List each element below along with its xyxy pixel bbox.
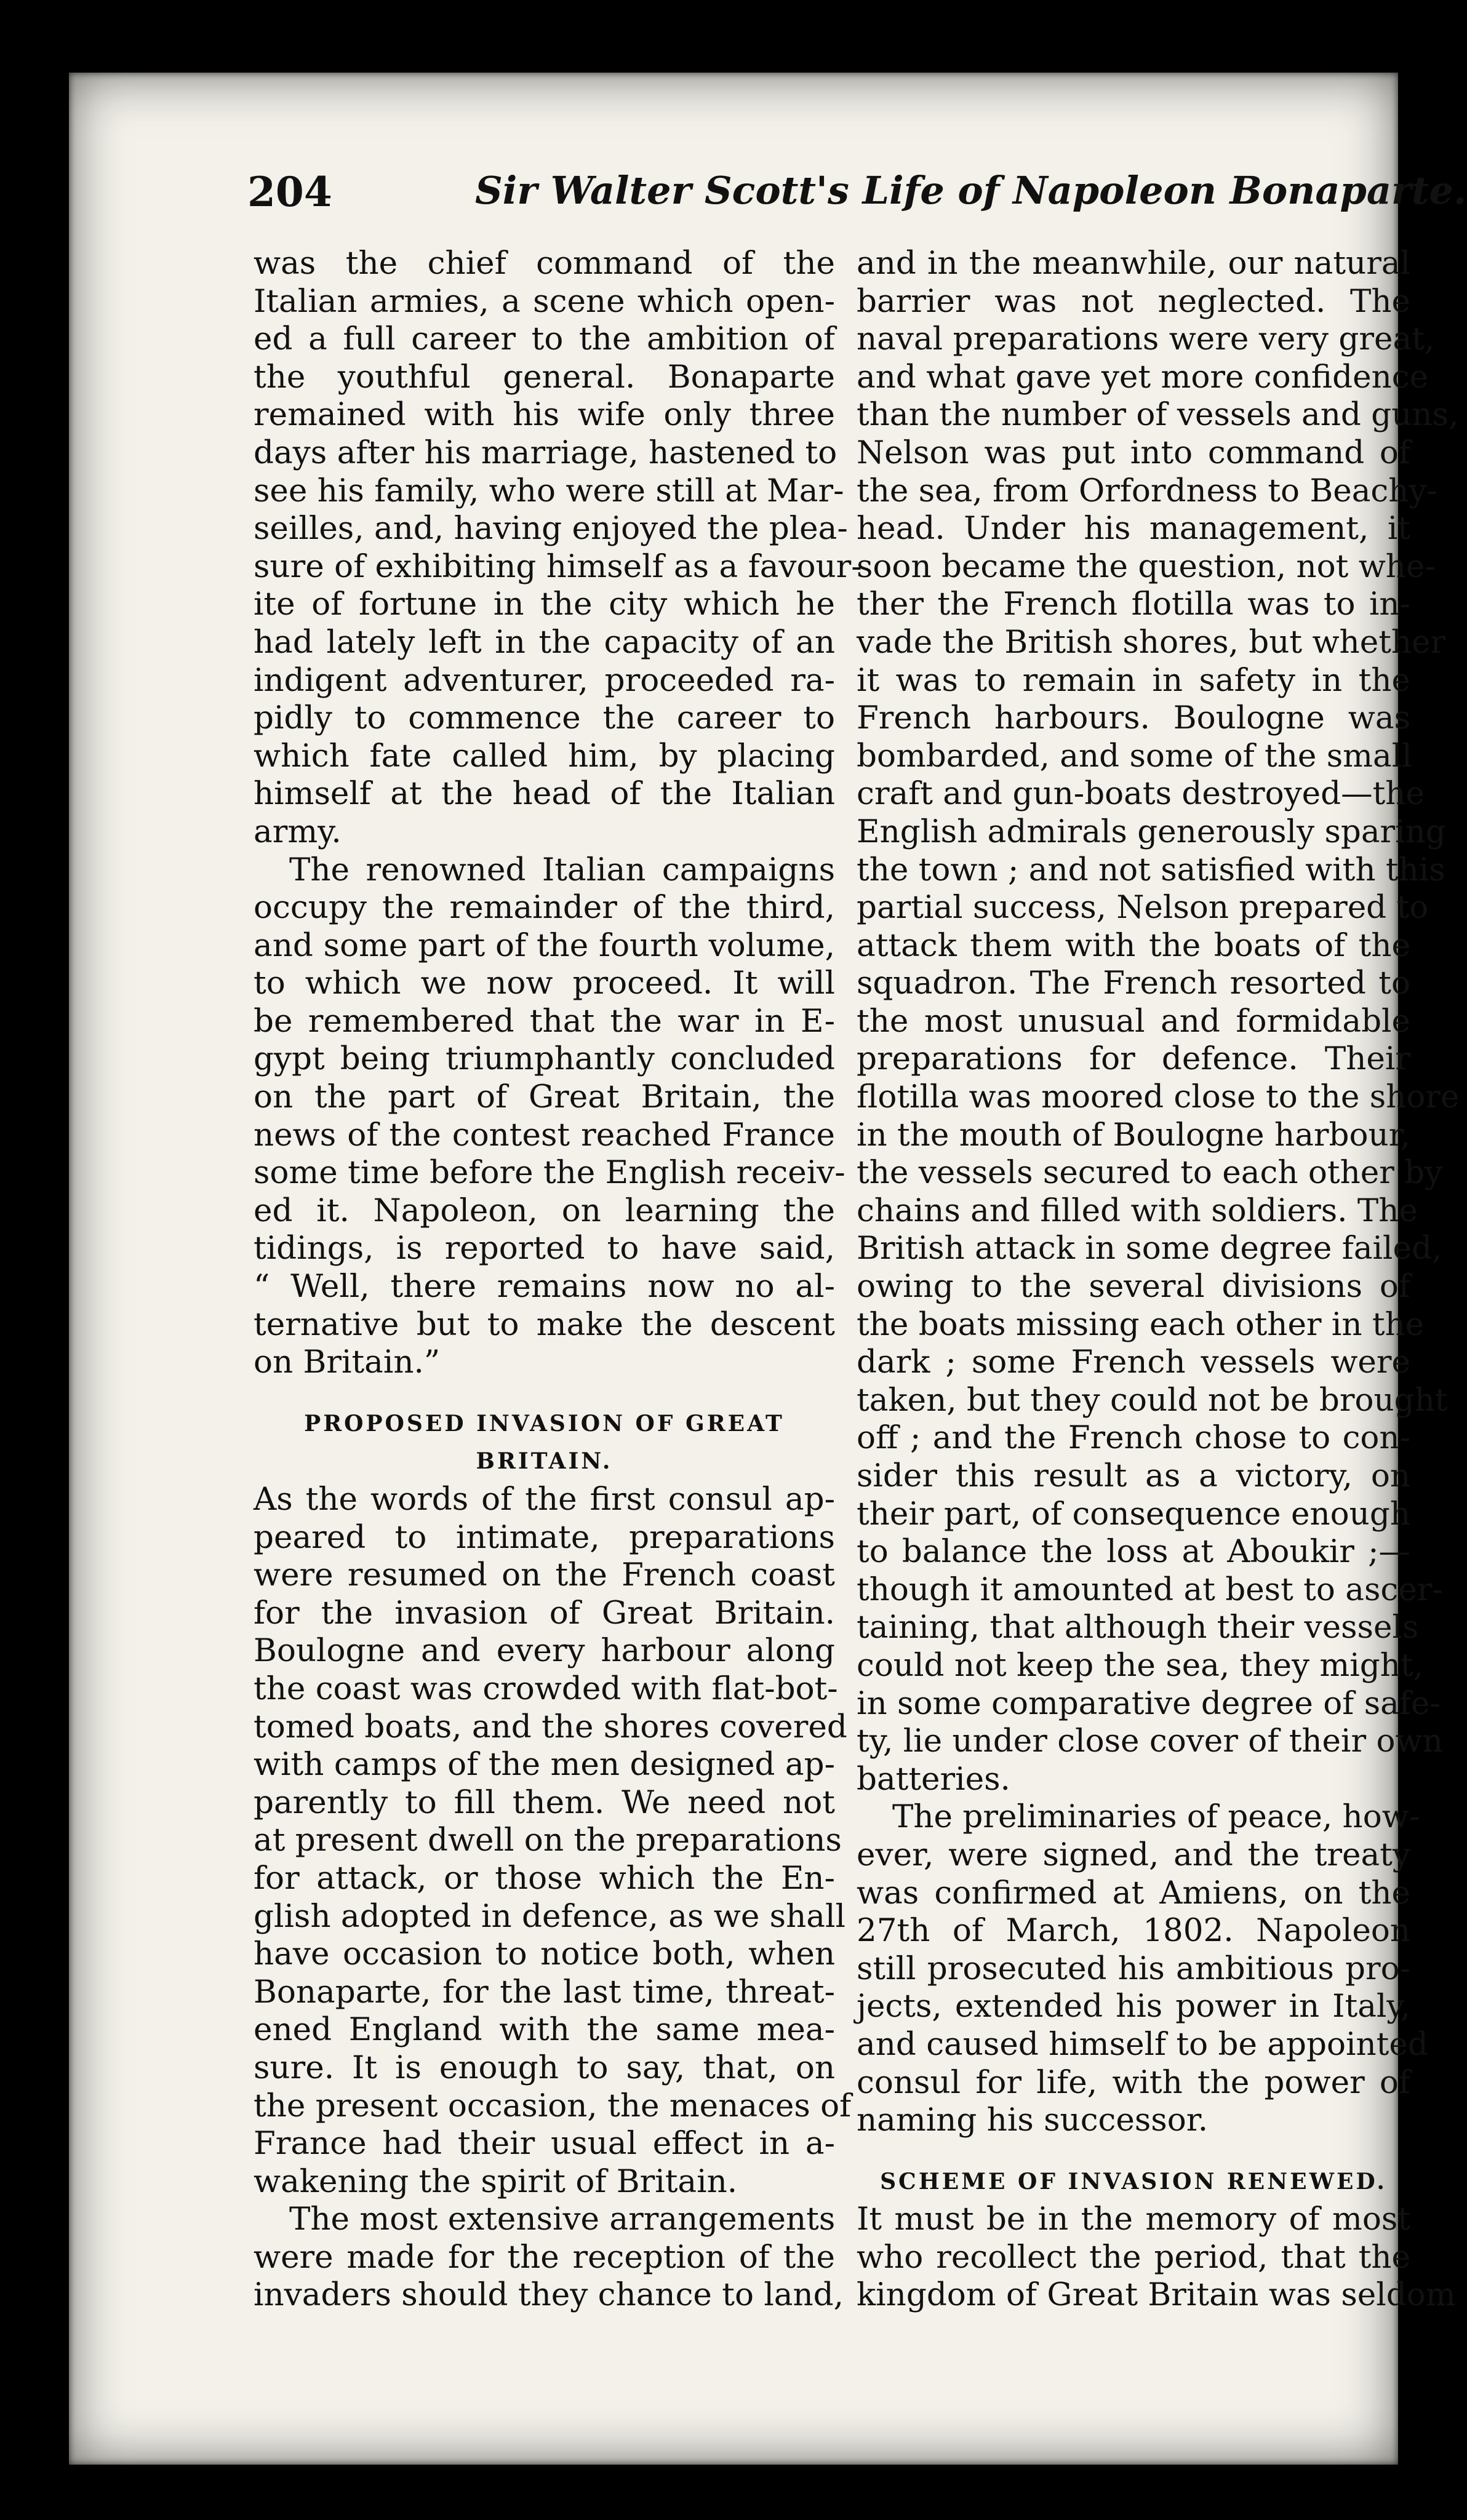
text-line: taining, that although their vessels bbox=[857, 1609, 1419, 1646]
text-line: Nelson was put into command of bbox=[857, 434, 1410, 471]
text-line: in some comparative degree of safe- bbox=[857, 1685, 1441, 1722]
text-line: see his family, who were still at Mar- bbox=[254, 472, 844, 509]
text-line: was confirmed at Amiens, on the bbox=[857, 1874, 1410, 1912]
text-line: ed it. Napoleon, on learning the bbox=[254, 1192, 835, 1229]
text-line: kingdom of Great Britain was seldom bbox=[857, 2276, 1456, 2314]
text-line: The most extensive arrangements bbox=[289, 2201, 836, 2238]
text-line: the town ; and not satisfied with this bbox=[857, 851, 1445, 888]
text-line: their part, of consequence enough bbox=[857, 1495, 1410, 1533]
text-line: be remembered that the war in E- bbox=[254, 1002, 835, 1040]
text-line: French harbours. Boulogne was bbox=[857, 700, 1410, 737]
text-line: some time before the English receiv- bbox=[254, 1154, 845, 1192]
text-line: invaders should they chance to land, bbox=[254, 2276, 844, 2314]
text-line: Italian armies, a scene which open- bbox=[254, 282, 835, 320]
text-line: The renowned Italian campaigns bbox=[289, 851, 835, 888]
text-line: ty, lie under close cover of their own bbox=[857, 1723, 1443, 1760]
text-line: occupy the remainder of the third, bbox=[254, 889, 835, 927]
text-line: sider this result as a victory, on bbox=[857, 1457, 1410, 1494]
text-line: and what gave yet more confidence bbox=[857, 358, 1429, 396]
text-line: tidings, is reported to have said, bbox=[254, 1230, 835, 1267]
text-line: gypt being triumphantly concluded bbox=[254, 1040, 835, 1078]
text-line: were made for the reception of the bbox=[254, 2238, 835, 2276]
text-line: the sea, from Orfordness to Beachy- bbox=[857, 472, 1437, 509]
text-line: the most unusual and formidable bbox=[857, 1002, 1410, 1040]
text-line: sure. It is enough to say, that, on bbox=[254, 2049, 835, 2086]
text-line: with camps of the men designed ap- bbox=[254, 1746, 835, 1784]
text-line: the boats missing each other in the bbox=[857, 1306, 1425, 1343]
text-line: the present occasion, the menaces of bbox=[254, 2087, 852, 2124]
text-line: for the invasion of Great Britain. bbox=[254, 1594, 835, 1632]
text-line: and in the meanwhile, our natural bbox=[857, 245, 1410, 282]
text-line: sure of exhibiting himself as a favour- bbox=[254, 548, 862, 585]
text-line: jects, extended his power in Italy, bbox=[857, 1988, 1410, 2025]
text-line: owing to the several divisions of bbox=[857, 1268, 1410, 1306]
text-line: 27th of March, 1802. Napoleon bbox=[857, 1912, 1410, 1950]
section-heading: PROPOSED INVASION OF GREAT bbox=[304, 1410, 785, 1437]
text-line: dark ; some French vessels were bbox=[857, 1344, 1410, 1381]
text-line: army. bbox=[254, 813, 342, 850]
text-line: naval preparations were very great, bbox=[857, 321, 1435, 358]
text-line: have occasion to notice both, when bbox=[254, 1936, 835, 1973]
text-line: to balance the loss at Aboukir ;— bbox=[857, 1533, 1410, 1571]
text-line: soon became the question, not whe- bbox=[857, 548, 1436, 585]
text-line: It must be in the memory of most bbox=[857, 2201, 1410, 2238]
text-line: ed a full career to the ambition of bbox=[254, 321, 835, 358]
text-line: batteries. bbox=[857, 1760, 1010, 1798]
text-line: wakening the spirit of Britain. bbox=[254, 2163, 738, 2200]
text-line: which fate called him, by placing bbox=[254, 737, 835, 775]
text-line: though it amounted at best to ascer- bbox=[857, 1571, 1443, 1608]
text-line: himself at the head of the Italian bbox=[254, 775, 835, 813]
page-header bbox=[247, 168, 1467, 236]
text-line: attack them with the boats of the bbox=[857, 927, 1410, 964]
text-line: in the mouth of Boulogne harbour, bbox=[857, 1116, 1410, 1154]
text-line: ever, were signed, and the treaty bbox=[857, 1836, 1410, 1873]
text-line: France had their usual effect in a- bbox=[254, 2125, 835, 2163]
text-line: parently to fill them. We need not bbox=[254, 1784, 835, 1821]
text-line: on the part of Great Britain, the bbox=[254, 1079, 835, 1116]
text-line: still prosecuted his ambitious pro- bbox=[857, 1950, 1410, 1987]
text-line: barrier was not neglected. The bbox=[857, 282, 1410, 320]
text-line: vade the British shores, but whether bbox=[857, 623, 1446, 661]
page-number: 204 bbox=[247, 168, 332, 216]
text-line: indigent adventurer, proceeded ra- bbox=[254, 661, 835, 699]
text-line: the vessels secured to each other by bbox=[857, 1154, 1443, 1192]
text-line: it was to remain in safety in the bbox=[857, 661, 1410, 699]
text-line: days after his marriage, hastened to bbox=[254, 434, 837, 471]
text-line: The preliminaries of peace, how- bbox=[892, 1798, 1420, 1836]
right-column bbox=[857, 245, 1460, 2315]
text-line: off ; and the French chose to con- bbox=[857, 1419, 1410, 1457]
text-line: the coast was crowded with flat-bot- bbox=[254, 1670, 838, 1707]
text-line: taken, but they could not be brought bbox=[857, 1381, 1448, 1419]
text-line: English admirals generously sparing bbox=[857, 813, 1446, 850]
text-line: consul for life, with the power of bbox=[857, 2063, 1410, 2101]
section-heading: BRITAIN. bbox=[476, 1448, 613, 1475]
text-line: Boulogne and every harbour along bbox=[254, 1632, 835, 1670]
text-line: and some part of the fourth volume, bbox=[254, 927, 835, 964]
text-line: could not keep the sea, they might, bbox=[857, 1646, 1423, 1684]
text-line: Bonaparte, for the last time, threat- bbox=[254, 1973, 835, 2011]
text-line: pidly to commence the career to bbox=[254, 700, 835, 737]
text-line: chains and filled with soldiers. The bbox=[857, 1192, 1418, 1229]
spacer bbox=[857, 2140, 1410, 2163]
text-line: at present dwell on the preparations bbox=[254, 1822, 842, 1859]
text-line: head. Under his management, it bbox=[857, 510, 1410, 548]
spacer bbox=[254, 1382, 835, 1405]
text-line: ther the French flotilla was to in- bbox=[857, 586, 1410, 623]
text-line: partial success, Nelson prepared to bbox=[857, 889, 1429, 927]
text-line: on Britain.” bbox=[254, 1344, 441, 1381]
section-heading: SCHEME OF INVASION RENEWED. bbox=[880, 2168, 1387, 2195]
book-page bbox=[69, 73, 1467, 2465]
text-line: and caused himself to be appointed bbox=[857, 2025, 1428, 2063]
text-line: British attack in some degree failed, bbox=[857, 1230, 1442, 1267]
text-line: peared to intimate, preparations bbox=[254, 1518, 835, 1556]
text-line: flotilla was moored close to the shore bbox=[857, 1079, 1460, 1116]
text-line: glish adopted in defence, as we shall bbox=[254, 1897, 845, 1935]
text-line: ternative but to make the descent bbox=[254, 1306, 835, 1343]
running-title: Sir Walter Scott's Life of Napoleon Bonaparte. bbox=[475, 168, 1467, 213]
text-line: were resumed on the French coast bbox=[254, 1557, 835, 1594]
text-line: than the number of vessels and guns, bbox=[857, 396, 1459, 434]
text-line: preparations for defence. Their bbox=[857, 1040, 1410, 1078]
text-line: naming his successor. bbox=[857, 2102, 1209, 2139]
text-line: bombarded, and some of the small bbox=[857, 737, 1412, 775]
text-line: to which we now proceed. It will bbox=[254, 965, 835, 1002]
text-line: was the chief command of the bbox=[254, 245, 835, 282]
text-line: “ Well, there remains now no al- bbox=[254, 1268, 835, 1306]
text-line: ite of fortune in the city which he bbox=[254, 586, 835, 623]
text-line: had lately left in the capacity of an bbox=[254, 623, 835, 661]
text-line: who recollect the period, that the bbox=[857, 2238, 1410, 2276]
text-line: As the words of the first consul ap- bbox=[254, 1481, 835, 1518]
text-line: tomed boats, and the shores covered bbox=[254, 1708, 847, 1745]
text-line: the youthful general. Bonaparte bbox=[254, 358, 835, 396]
text-line: news of the contest reached France bbox=[254, 1116, 835, 1154]
text-line: craft and gun-boats destroyed—the bbox=[857, 775, 1425, 813]
text-line: for attack, or those which the En- bbox=[254, 1859, 835, 1897]
text-line: seilles, and, having enjoyed the plea- bbox=[254, 510, 848, 548]
text-line: remained with his wife only three bbox=[254, 396, 835, 434]
left-column bbox=[254, 245, 862, 2315]
text-line: ened England with the same mea- bbox=[254, 2011, 835, 2049]
text-line: squadron. The French resorted to bbox=[857, 965, 1410, 1002]
